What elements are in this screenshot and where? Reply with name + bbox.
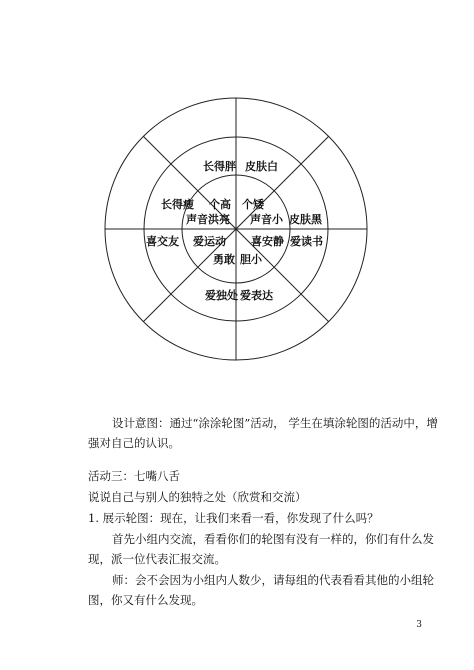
teacher-prompt: 师：会不会因为小组内人数少，请每组的代表看看其他的小组轮图，你又有什么发现。 xyxy=(88,573,434,607)
page-number: 3 xyxy=(416,620,422,630)
design-intent-paragraph: 设计意图：通过“涂涂轮图”活动， 学生在填涂轮图的活动中，增强对自己的认识。 xyxy=(88,416,438,450)
label-shengyinhongliang: 声音洪亮 xyxy=(186,213,230,226)
activity-title: 活动三：七嘴八舌 xyxy=(88,469,180,483)
label-pifubai: 皮肤白 xyxy=(245,160,278,173)
label-zhangdeshou: 长得瘦 xyxy=(161,198,194,211)
label-aiyundong: 爱运动 xyxy=(193,235,226,248)
label-geai: 个矮 xyxy=(242,198,264,211)
label-zhangdepang: 长得胖 xyxy=(203,160,236,173)
label-aiduchu: 爱独处 xyxy=(205,289,238,302)
label-shengyinxiao: 声音小 xyxy=(250,213,283,226)
label-xianjing: 喜安静 xyxy=(251,235,284,248)
step-1-detail: 首先小组内交流，看看你们的轮图有没有一样的，你们有什么发现，派一位代表汇报交流。 xyxy=(88,532,434,566)
label-xijiaoyou: 喜交友 xyxy=(146,235,179,248)
label-yonggan: 勇敢 xyxy=(213,253,235,266)
label-gegao: 个高 xyxy=(209,198,231,211)
activity-subtitle: 说说自己与别人的独特之处（欣赏和交流） xyxy=(88,490,307,504)
label-danxiao: 胆小 xyxy=(240,253,262,266)
label-aibiaoda: 爱表达 xyxy=(240,289,273,302)
label-aidushu: 爱读书 xyxy=(290,235,323,248)
label-pifuhei: 皮肤黑 xyxy=(289,213,322,226)
step-1: 1. 展示轮图：现在，让我们来看一看，你发现了什么吗？ xyxy=(88,511,379,525)
